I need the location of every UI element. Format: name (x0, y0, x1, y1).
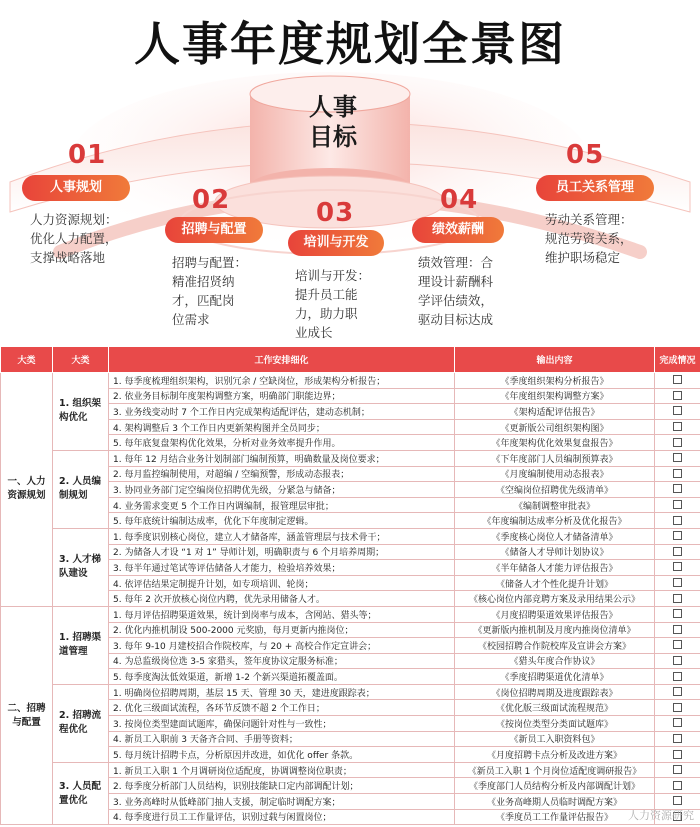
status-cell (655, 700, 700, 716)
completion-checkbox[interactable] (673, 718, 682, 727)
output-cell: 《按岗位类型分类面试题库》 (455, 716, 655, 732)
header-category: 大类 (1, 347, 53, 373)
task-cell: 2. 每季度分析部门人员结构，识别技能缺口定内部调配计划； (109, 778, 455, 794)
output-cell: 《优化版三级面试流程规范》 (455, 700, 655, 716)
task-cell: 2. 优化三级面试流程，各环节反馈不超 2 个工作日； (109, 700, 455, 716)
pillar-3-number: 03 (316, 198, 355, 228)
table-row (1, 684, 700, 700)
task-cell: 3. 每年 9-10 月建校招合作院校库，与 20 + 高校合作定宣讲会； (109, 638, 455, 654)
table-row (1, 528, 700, 544)
status-cell (655, 747, 700, 763)
output-cell: 《核心岗位内部竞聘方案及录用结果公示》 (455, 591, 655, 607)
status-cell (655, 731, 700, 747)
pillar-4-desc: 绩效管理：合 理设计薪酬科 学评估绩效， 驱动目标达成 (418, 255, 494, 327)
status-cell (655, 762, 700, 778)
completion-checkbox[interactable] (673, 500, 682, 509)
output-cell: 《月度编制使用动态报表》 (455, 466, 655, 482)
task-cell: 1. 每月评估招聘渠道效果，统计到岗率与成本，含网站、猎头等； (109, 606, 455, 622)
task-cell: 1. 每年 12 月结合业务计划制部门编制预算，明确数量及岗位要求； (109, 450, 455, 466)
output-cell: 《编制调整审批表》 (455, 497, 655, 513)
completion-checkbox[interactable] (673, 484, 682, 493)
output-cell: 《季度招聘渠道优化清单》 (455, 669, 655, 685)
task-cell: 4. 每季度进行员工工作量评估，识别过载与闲置岗位； (109, 809, 455, 825)
task-cell: 4. 依评估结果定制提升计划，如专项培训、轮岗； (109, 575, 455, 591)
completion-checkbox[interactable] (673, 391, 682, 400)
status-cell (655, 716, 700, 732)
status-cell (655, 591, 700, 607)
pillar-1-number: 01 (68, 140, 107, 170)
output-cell: 《校园招聘合作院校库及宣讲会方案》 (455, 638, 655, 654)
task-cell: 4. 架构调整后 3 个工作日内更新架构图并全员同步； (109, 419, 455, 435)
subcategory-cell: 2. 招聘流程优化 (53, 684, 109, 762)
completion-checkbox[interactable] (673, 531, 682, 540)
header-subcategory: 大类 (53, 347, 109, 373)
status-cell (655, 497, 700, 513)
completion-checkbox[interactable] (673, 750, 682, 759)
completion-checkbox[interactable] (673, 734, 682, 743)
status-cell (655, 404, 700, 420)
plan-table (0, 346, 700, 825)
task-cell: 1. 明确岗位招聘周期，基层 15 天、管理 30 天，建进度跟踪表； (109, 684, 455, 700)
header-task: 工作安排细化 (109, 347, 455, 373)
status-cell (655, 544, 700, 560)
subcategory-cell: 3. 人员配置优化 (53, 762, 109, 824)
pillar-5-number: 05 (566, 140, 605, 170)
table-row (1, 450, 700, 466)
category-cell: 二、招聘与配置 (1, 606, 53, 824)
status-cell (655, 606, 700, 622)
completion-checkbox[interactable] (673, 422, 682, 431)
pillar-1-badge: 人事规划 (22, 175, 130, 201)
completion-checkbox[interactable] (673, 640, 682, 649)
subcategory-cell: 2. 人员编制规划 (53, 450, 109, 528)
status-cell (655, 528, 700, 544)
status-cell (655, 622, 700, 638)
completion-checkbox[interactable] (673, 469, 682, 478)
status-cell (655, 513, 700, 529)
header-output: 输出内容 (455, 347, 655, 373)
output-cell: 《半年储备人才能力评估报告》 (455, 560, 655, 576)
subcategory-cell: 1. 组织架构优化 (53, 373, 109, 451)
pillar-3-desc: 培训与开发： 提升员工能 力，助力职 业成长 (295, 268, 371, 340)
pillar-1-desc: 人力资源规划： 优化人力配置， 支撑战略落地 (30, 212, 118, 265)
center-target-label (285, 92, 381, 152)
task-cell: 1. 每季度梳理组织架构，识别冗余 / 空缺岗位，形成架构分析报告； (109, 373, 455, 389)
status-cell (655, 575, 700, 591)
output-cell: 《新员工入职资料包》 (455, 731, 655, 747)
status-cell (655, 653, 700, 669)
category-cell: 一、人力资源规划 (1, 373, 53, 607)
task-cell: 5. 每年底统计编制达成率，优化下年度制定逻辑。 (109, 513, 455, 529)
output-cell: 《储备人才导师计划协议》 (455, 544, 655, 560)
task-cell: 3. 协同业务部门定空编岗位招聘优先级，分紧急与储备； (109, 482, 455, 498)
task-cell: 3. 业务线变动时 7 个工作日内完成架构适配评估，建动态机制； (109, 404, 455, 420)
completion-checkbox[interactable] (673, 687, 682, 696)
completion-checkbox[interactable] (673, 375, 682, 384)
output-cell: 《月度招聘卡点分析及改进方案》 (455, 747, 655, 763)
completion-checkbox[interactable] (673, 453, 682, 462)
status-cell (655, 684, 700, 700)
status-cell (655, 482, 700, 498)
status-cell (655, 373, 700, 389)
output-cell: 《季度组织架构分析报告》 (455, 373, 655, 389)
output-cell: 《新员工入职 1 个月岗位适配度调研报告》 (455, 762, 655, 778)
task-cell: 1. 新员工入职 1 个月调研岗位适配度，协调调整岗位职责； (109, 762, 455, 778)
task-cell: 2. 优化内推机制设 500-2000 元奖励，每月更新内推岗位； (109, 622, 455, 638)
center-line-1: 人事 (309, 93, 357, 121)
completion-checkbox[interactable] (673, 438, 682, 447)
output-cell: 《季度核心岗位人才储备清单》 (455, 528, 655, 544)
status-cell (655, 638, 700, 654)
output-cell: 《猎头年度合作协议》 (455, 653, 655, 669)
task-cell: 4. 新员工入职前 3 天备齐合同、手册等资料； (109, 731, 455, 747)
task-cell: 4. 业务需求变更 5 个工作日内调编制，报管理层审批； (109, 497, 455, 513)
output-cell: 《更新版内推机制及月度内推岗位清单》 (455, 622, 655, 638)
task-cell: 3. 每半年通过笔试等评估储备人才能力，检验培养效果； (109, 560, 455, 576)
pillar-3-badge: 培训与开发 (288, 230, 384, 256)
output-cell: 《岗位招聘周期及进度跟踪表》 (455, 684, 655, 700)
pillar-2-desc: 招聘与配置： 精准招贤纳 才，匹配岗 位需求 (172, 255, 248, 327)
table-row (1, 606, 700, 622)
output-cell: 《年度组织架构调整方案》 (455, 388, 655, 404)
task-cell: 5. 每季度淘汰低效渠道，新增 1-2 个新兴渠道拓覆盖面。 (109, 669, 455, 685)
completion-checkbox[interactable] (673, 547, 682, 556)
output-cell: 《月度招聘渠道效果评估报告》 (455, 606, 655, 622)
plan-table-body (1, 373, 700, 825)
task-cell: 5. 每年 2 次开放核心岗位内聘，优先录用储备人才。 (109, 591, 455, 607)
center-line-2: 目标 (309, 123, 357, 151)
pillar-2-number: 02 (192, 185, 231, 215)
completion-checkbox[interactable] (673, 656, 682, 665)
page-title: 人事年度规划全景图 (134, 17, 566, 71)
completion-checkbox[interactable] (673, 796, 682, 805)
task-cell: 2. 依业务目标制年度架构调整方案，明确部门职能边界； (109, 388, 455, 404)
completion-checkbox[interactable] (673, 672, 682, 681)
pillar-4-badge: 绩效薪酬 (412, 217, 504, 243)
table-header-row (1, 347, 700, 373)
status-cell (655, 388, 700, 404)
output-cell: 《下年度部门人员编制预算表》 (455, 450, 655, 466)
status-cell (655, 560, 700, 576)
pillar-2-badge: 招聘与配置 (165, 217, 263, 243)
status-cell (655, 419, 700, 435)
watermark: 人力资源研究 (628, 809, 694, 822)
table-row (1, 373, 700, 389)
output-cell: 《架构适配评估报告》 (455, 404, 655, 420)
task-cell: 3. 按岗位类型建面试题库，确保问题针对性与一致性； (109, 716, 455, 732)
output-cell: 《更新版公司组织架构图》 (455, 419, 655, 435)
table-row (1, 762, 700, 778)
task-cell: 1. 每季度识别核心岗位，建立人才储备库，涵盖管理层与技术骨干； (109, 528, 455, 544)
task-cell: 2. 每月监控编制使用，对超编 / 空编预警，形成动态报表； (109, 466, 455, 482)
output-cell: 《空编岗位招聘优先级清单》 (455, 482, 655, 498)
header-status: 完成情况 (655, 347, 700, 373)
status-cell (655, 778, 700, 794)
completion-checkbox[interactable] (673, 516, 682, 525)
output-cell: 《年度编制达成率分析及优化报告》 (455, 513, 655, 529)
status-cell (655, 669, 700, 685)
task-cell: 4. 为总监级岗位选 3-5 家猎头，签年度协议定服务标准； (109, 653, 455, 669)
completion-checkbox[interactable] (673, 781, 682, 790)
completion-checkbox[interactable] (673, 594, 682, 603)
output-cell: 《储备人才个性化提升计划》 (455, 575, 655, 591)
task-cell: 5. 每年底复盘架构优化效果，分析对业务效率提升作用。 (109, 435, 455, 451)
task-cell: 3. 业务高峰时从低峰部门抽人支援，制定临时调配方案； (109, 794, 455, 810)
subcategory-cell: 1. 招聘渠道管理 (53, 606, 109, 684)
completion-checkbox[interactable] (673, 703, 682, 712)
status-cell (655, 450, 700, 466)
pillar-5-badge: 员工关系管理 (536, 175, 654, 201)
output-cell: 《季度部门人员结构分析及内部调配计划》 (455, 778, 655, 794)
completion-checkbox[interactable] (673, 625, 682, 634)
task-cell: 5. 每月统计招聘卡点，分析原因并改进，如优化 offer 条款。 (109, 747, 455, 763)
completion-checkbox[interactable] (673, 609, 682, 618)
pillar-4-number: 04 (440, 185, 479, 215)
completion-checkbox[interactable] (673, 562, 682, 571)
completion-checkbox[interactable] (673, 765, 682, 774)
completion-checkbox[interactable] (673, 578, 682, 587)
output-cell: 《年度架构优化效果复盘报告》 (455, 435, 655, 451)
status-cell (655, 466, 700, 482)
completion-checkbox[interactable] (673, 406, 682, 415)
pillar-5-desc: 劳动关系管理： 规范劳资关系， 维护职场稳定 (545, 212, 633, 265)
task-cell: 2. 为储备人才设 “1 对 1” 导师计划，明确职责与 6 个月培养周期； (109, 544, 455, 560)
output-cell: 《季度员工工作量评估报告》 (455, 809, 655, 825)
output-cell: 《业务高峰期人员临时调配方案》 (455, 794, 655, 810)
status-cell (655, 435, 700, 451)
subcategory-cell: 3. 人才梯队建设 (53, 528, 109, 606)
